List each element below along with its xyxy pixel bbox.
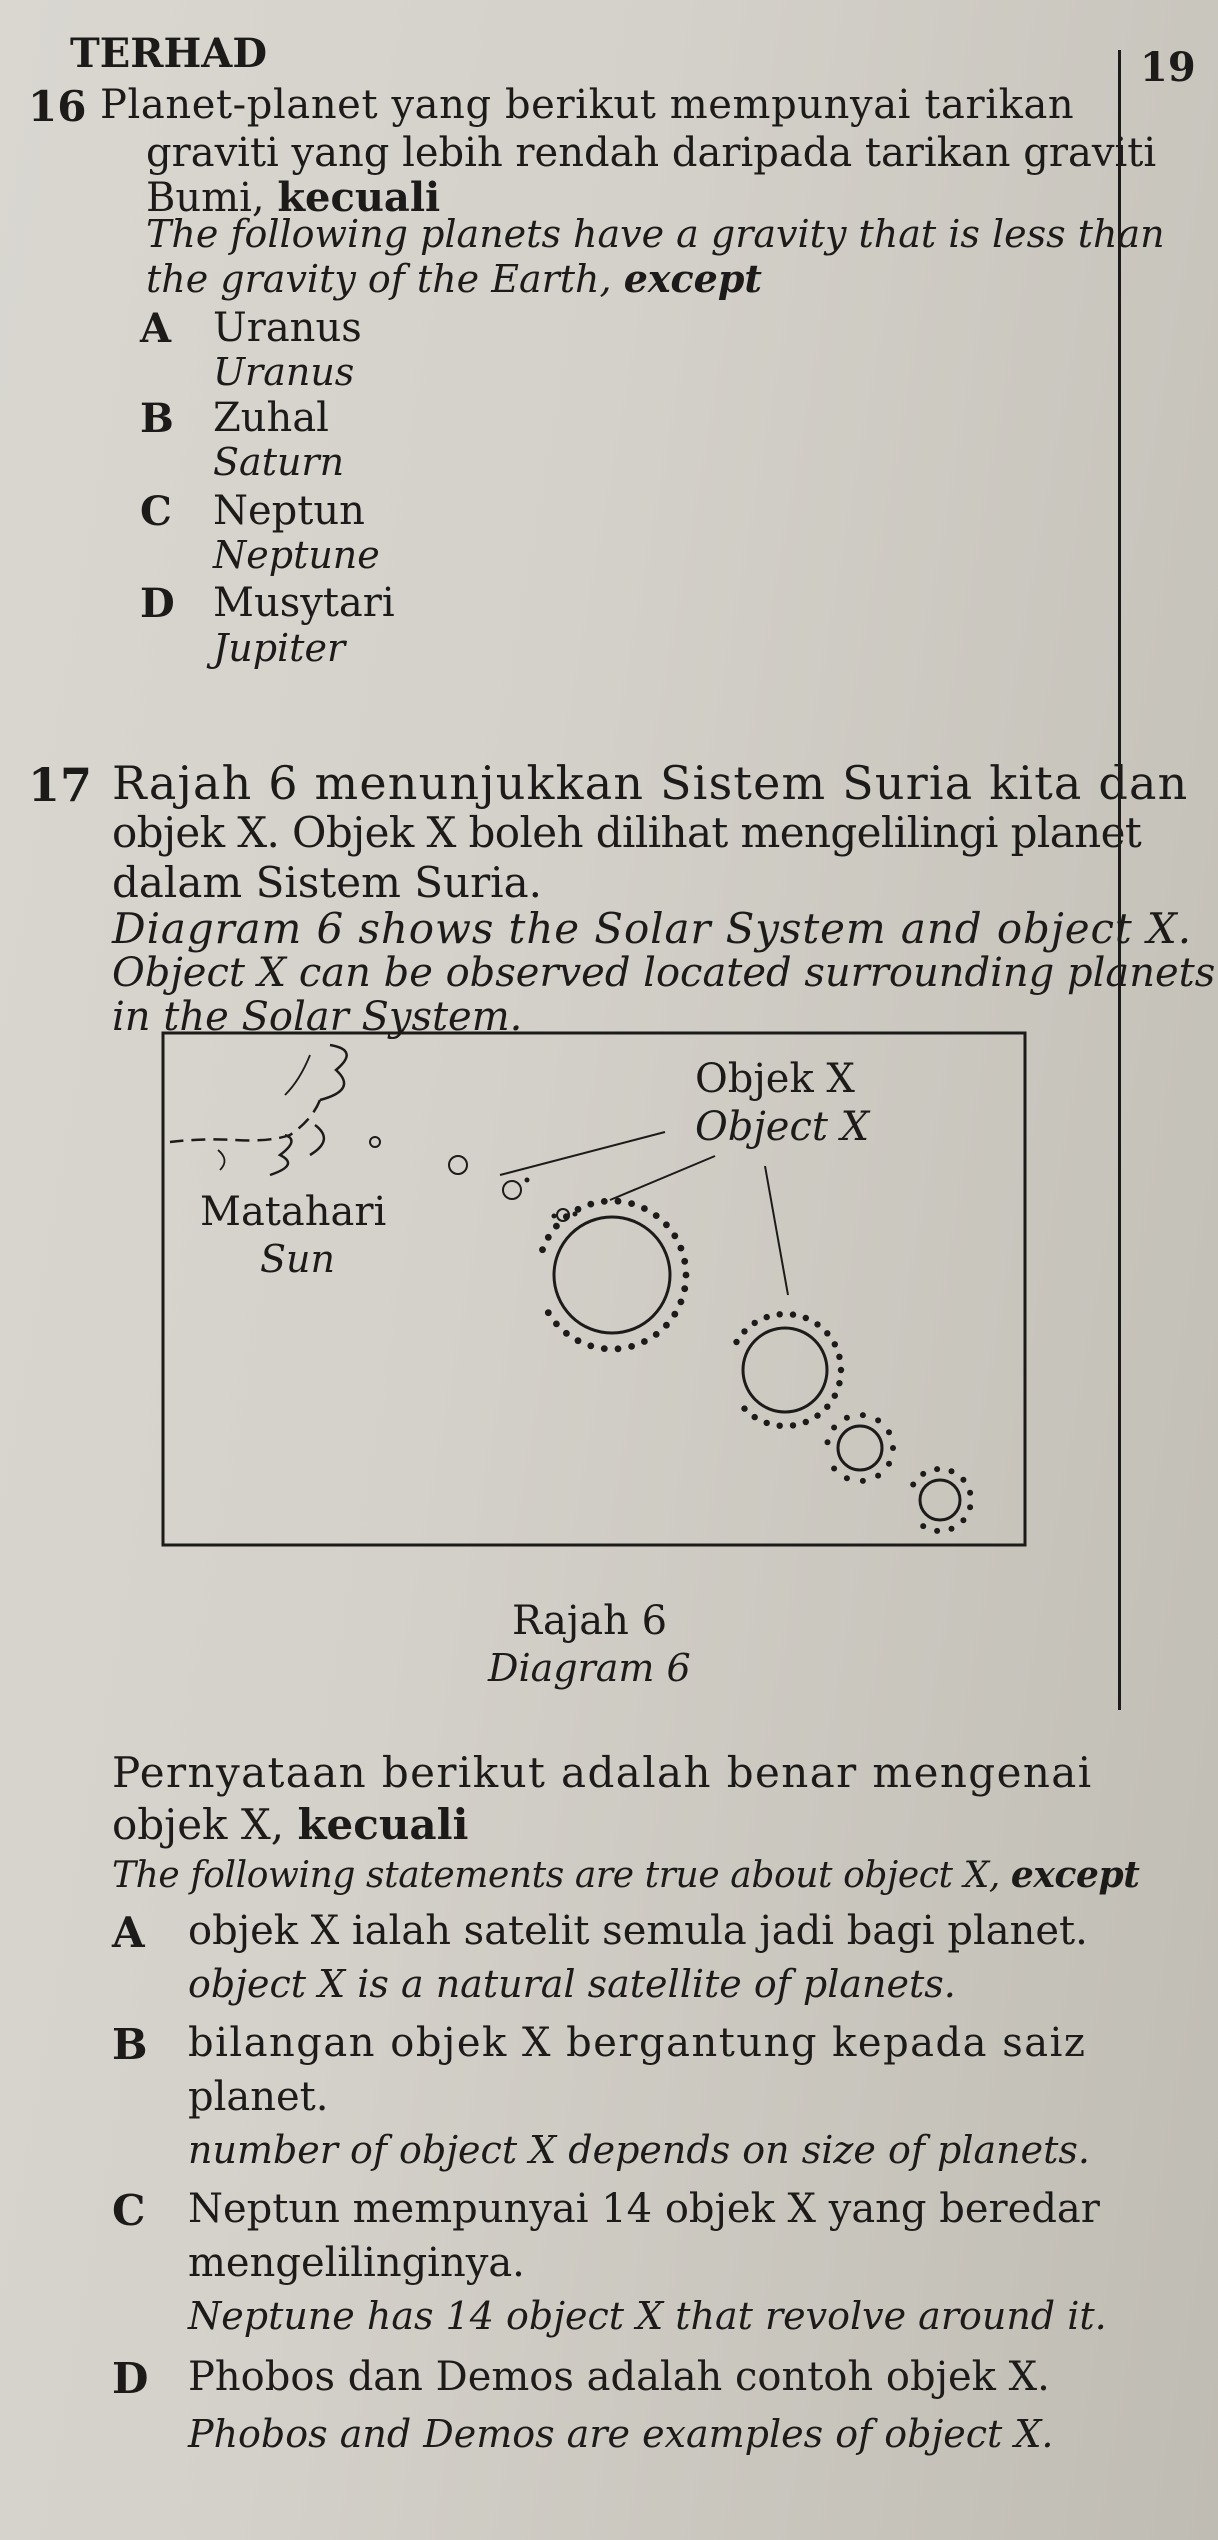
page-number: 19	[1140, 44, 1196, 91]
solar-system-diagram	[160, 1030, 1032, 1550]
moon-dot	[831, 1425, 837, 1431]
moon-dot	[934, 1466, 940, 1472]
sun-label-malay: Matahari	[200, 1189, 387, 1235]
moon-dot	[832, 1341, 838, 1347]
moon-dot	[860, 1412, 866, 1418]
moon-dot	[641, 1205, 648, 1212]
q17-option-b-english: number of object X depends on size of planets.	[188, 2128, 1090, 2172]
q17-option-b-letter: B	[112, 2020, 148, 2069]
q17-option-c-letter: C	[112, 2186, 146, 2235]
moon-dot	[890, 1445, 896, 1451]
moon-dot	[777, 1423, 783, 1429]
q16-malay-line2: graviti yang lebih rendah daripada tarikan graviti	[146, 130, 1157, 176]
q17-number: 17	[28, 758, 93, 812]
q17-malay-line3: dalam Sistem Suria.	[112, 858, 542, 907]
moon-dot	[733, 1339, 739, 1345]
q16-option-b-english: Saturn	[213, 440, 345, 484]
moon-dot	[678, 1299, 685, 1306]
moon-dot	[824, 1404, 830, 1410]
moon-dot	[934, 1528, 940, 1534]
planet-jupiter	[554, 1217, 670, 1333]
q16-option-d-letter: D	[140, 580, 175, 627]
moon-dot	[836, 1354, 842, 1360]
moon-mars-1	[552, 1214, 557, 1219]
moon-dot	[553, 1321, 560, 1328]
q16-option-d-english: Jupiter	[213, 626, 346, 670]
moon-dot	[678, 1245, 685, 1252]
q16-english-line2	[146, 256, 762, 301]
q16-option-a-malay: Uranus	[213, 305, 362, 351]
diagram-caption-english: Diagram 6	[488, 1646, 691, 1690]
moon-dot	[653, 1331, 660, 1338]
moon-dot	[875, 1473, 881, 1479]
q16-option-d-malay: Musytari	[213, 580, 395, 626]
q17-stem-english	[112, 1854, 1140, 1896]
q16-option-c-malay: Neptun	[213, 488, 365, 534]
moon-dot	[553, 1223, 560, 1230]
moon-dot	[628, 1343, 635, 1350]
pointer-line-1	[500, 1132, 665, 1175]
moon-dot	[615, 1345, 622, 1352]
moon-dot	[960, 1517, 966, 1523]
q17-stem-malay-line2	[112, 1800, 469, 1849]
moon-dot	[601, 1198, 608, 1205]
q17-english-line3: in the Solar System.	[112, 994, 523, 1040]
q17-kecuali: kecuali	[297, 1800, 469, 1849]
q17-stem-malay-line1: Pernyataan berikut adalah benar mengenai	[112, 1748, 1093, 1797]
moon-dot	[803, 1315, 809, 1321]
q17-stem-english-text: The following statements are true about object X,	[112, 1855, 1011, 1896]
q17-option-c-malay-line2: mengelilinginya.	[188, 2240, 525, 2286]
moon-earth	[525, 1178, 530, 1183]
moon-dot	[681, 1258, 688, 1265]
diagram-caption-malay: Rajah 6	[512, 1598, 668, 1644]
q17-english-line1: Diagram 6 shows the Solar System and object X.	[112, 904, 1192, 953]
planet-mercury	[370, 1137, 380, 1147]
moon-dot	[803, 1419, 809, 1425]
moon-dot	[790, 1311, 796, 1317]
q17-option-d-malay: Phobos dan Demos adalah contoh objek X.	[188, 2354, 1050, 2400]
moon-dot	[960, 1477, 966, 1483]
pointer-line-2	[610, 1156, 715, 1200]
moon-dot	[681, 1285, 688, 1292]
moon-dot	[844, 1475, 850, 1481]
moon-dot	[967, 1490, 973, 1496]
q17-english-line2: Object X can be observed located surrounding planets	[112, 950, 1216, 996]
moon-dot	[563, 1330, 570, 1337]
moon-dot	[764, 1420, 770, 1426]
moon-dot	[545, 1309, 552, 1316]
moon-dot	[838, 1367, 844, 1373]
planet-venus	[449, 1156, 467, 1174]
restricted-label: TERHAD	[70, 30, 268, 77]
planet-earth	[503, 1181, 521, 1199]
q16-option-c-letter: C	[140, 488, 172, 535]
q16-number: 16	[28, 82, 87, 131]
moon-dot	[910, 1482, 916, 1488]
moon-dot	[832, 1393, 838, 1399]
moon-dot	[663, 1221, 670, 1228]
moon-dot	[575, 1206, 582, 1213]
q17-option-c-english: Neptune has 14 object X that revolve around it.	[188, 2294, 1107, 2338]
q17-malay-line2: objek X. Objek X boleh dilihat mengelilingi planet	[112, 808, 1142, 857]
moon-dot	[886, 1461, 892, 1467]
q17-stem-malay-text: objek X,	[112, 1800, 298, 1849]
q17-except: except	[1010, 1854, 1140, 1896]
moons-uranus	[825, 1412, 897, 1484]
moon-dot	[741, 1328, 747, 1334]
q16-kecuali: kecuali	[277, 174, 441, 221]
moon-dot	[671, 1311, 678, 1318]
q16-malay-line1: Planet-planet yang berikut mempunyai tarikan	[100, 82, 1075, 128]
moon-dot	[575, 1337, 582, 1344]
moon-dot	[764, 1314, 770, 1320]
moon-dot	[875, 1417, 881, 1423]
q16-except: except	[623, 256, 762, 301]
q16-option-b-letter: B	[140, 395, 174, 442]
sun-shape	[170, 1045, 347, 1175]
q16-option-c-english: Neptune	[213, 533, 380, 577]
moon-dot	[949, 1468, 955, 1474]
diagram-frame	[163, 1033, 1025, 1545]
q16-option-a-letter: A	[140, 305, 172, 352]
q17-option-a-malay: objek X ialah satelit semula jadi bagi planet.	[188, 1908, 1088, 1954]
moon-dot	[844, 1415, 850, 1421]
q16-malay-line3-text: Bumi,	[146, 175, 278, 221]
moon-dot	[824, 1330, 830, 1336]
q17-option-b-malay-line2: planet.	[188, 2074, 329, 2120]
q17-option-d-letter: D	[112, 2354, 149, 2403]
moon-dot	[663, 1322, 670, 1329]
moon-dot	[860, 1478, 866, 1484]
moon-dot	[777, 1311, 783, 1317]
moon-dot	[683, 1272, 690, 1279]
moon-dot	[752, 1414, 758, 1420]
planet-saturn	[743, 1328, 827, 1412]
moon-dot	[920, 1471, 926, 1477]
moon-dot	[752, 1320, 758, 1326]
moon-dot	[628, 1200, 635, 1207]
moon-dot	[920, 1523, 926, 1529]
moon-dot	[949, 1526, 955, 1532]
moon-dot	[886, 1429, 892, 1435]
pointer-line-3	[765, 1166, 788, 1295]
q16-english-line2-text: the gravity of the Earth,	[146, 257, 624, 301]
object-x-label-malay: Objek X	[695, 1056, 855, 1102]
q17-option-a-letter: A	[112, 1908, 145, 1957]
moon-dot	[563, 1213, 570, 1220]
q16-option-b-malay: Zuhal	[213, 395, 329, 441]
q17-malay-line1: Rajah 6 menunjukkan Sistem Suria kita dan	[112, 756, 1189, 810]
sun-label-english: Sun	[260, 1237, 335, 1281]
margin-rule	[1118, 50, 1121, 1710]
moon-dot	[814, 1412, 820, 1418]
moon-dot	[790, 1422, 796, 1428]
moon-dot	[641, 1338, 648, 1345]
q17-option-c-malay-line1: Neptun mempunyai 14 objek X yang beredar	[188, 2186, 1100, 2232]
q16-option-a-english: Uranus	[213, 350, 355, 394]
moon-dot	[539, 1246, 546, 1253]
moon-dot	[836, 1380, 842, 1386]
q16-english-line1: The following planets have a gravity that is less than	[146, 212, 1165, 256]
moon-dot	[545, 1234, 552, 1241]
moon-dot	[741, 1405, 747, 1411]
moon-dot	[587, 1201, 594, 1208]
moon-dot	[653, 1212, 660, 1219]
q17-option-a-english: object X is a natural satellite of planets.	[188, 1962, 956, 2006]
moon-dot	[967, 1504, 973, 1510]
moon-dot	[814, 1321, 820, 1327]
planet-neptune	[920, 1480, 960, 1520]
moon-dot	[601, 1345, 608, 1352]
q17-option-b-malay-line1: bilangan objek X bergantung kepada saiz	[188, 2020, 1087, 2066]
moon-dot	[831, 1466, 837, 1472]
moon-dot	[671, 1232, 678, 1239]
object-x-label-english: Object X	[695, 1104, 870, 1150]
moon-dot	[825, 1439, 831, 1445]
moon-dot	[615, 1198, 622, 1205]
planet-uranus	[838, 1426, 882, 1470]
q17-option-d-english: Phobos and Demos are examples of object X.	[188, 2412, 1054, 2456]
moon-dot	[587, 1343, 594, 1350]
